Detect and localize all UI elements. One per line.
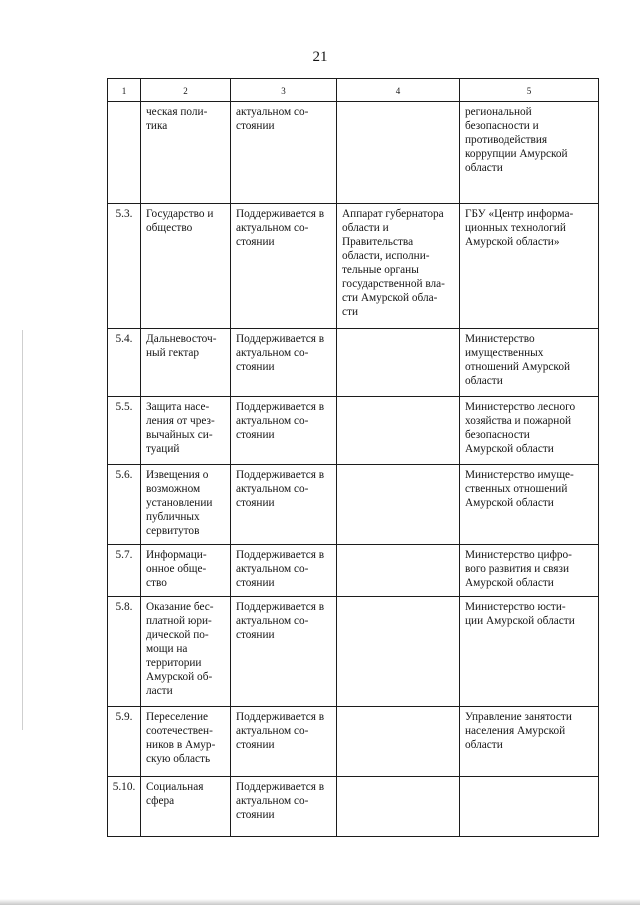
row-number: 5.9.	[108, 707, 141, 777]
row-status: Поддерживается в актуальном со- стоянии	[231, 465, 337, 545]
row-number: 5.10.	[108, 777, 141, 837]
row-responsible-primary	[337, 465, 460, 545]
row-responsible-operator: Министерство имуще- ственных отношений Амурской области	[460, 465, 599, 545]
row-responsible-operator: Министерство имущественных отношений Амурской области	[460, 329, 599, 397]
row-responsible-operator	[460, 777, 599, 837]
row-name: Извещения о возможном установлении публичных сервитутов	[141, 465, 231, 545]
row-name: Защита насе- ления от чрез- вычайных си- туаций	[141, 397, 231, 465]
row-responsible-operator: ГБУ «Центр информа- ционных технологий Амурской области»	[460, 204, 599, 329]
row-number: 5.4.	[108, 329, 141, 397]
row-number: 5.5.	[108, 397, 141, 465]
table-header-row	[108, 79, 599, 102]
row-name: ческая поли- тика	[141, 102, 231, 204]
row-responsible-primary	[337, 397, 460, 465]
row-responsible-operator: Министерство юсти- ции Амурской области	[460, 597, 599, 707]
column-header: 3	[231, 79, 337, 102]
row-number: 5.3.	[108, 204, 141, 329]
page-number: 21	[312, 49, 328, 65]
row-responsible-primary: Аппарат губернатора области и Правительства области, исполни- тельные органы государственной вла- сти Амурской обла- сти	[337, 204, 460, 329]
row-number	[108, 102, 141, 204]
row-name: Социальная сфера	[141, 777, 231, 837]
row-status: Поддерживается в актуальном со- стоянии	[231, 707, 337, 777]
row-responsible-operator: региональной безопасности и противодействия коррупции Амурской области	[460, 102, 599, 204]
row-responsible-operator: Министерство цифро- вого развития и связи Амурской области	[460, 545, 599, 597]
table-row	[108, 597, 599, 707]
row-number: 5.6.	[108, 465, 141, 545]
registry-table	[107, 78, 599, 837]
table-row	[108, 707, 599, 777]
row-responsible-primary	[337, 102, 460, 204]
row-number: 5.7.	[108, 545, 141, 597]
row-responsible-primary	[337, 707, 460, 777]
scan-edge-mark	[22, 330, 23, 730]
column-header: 5	[460, 79, 599, 102]
table-row	[108, 545, 599, 597]
row-responsible-operator: Управление занятости населения Амурской области	[460, 707, 599, 777]
row-status: Поддерживается в актуальном со- стоянии	[231, 397, 337, 465]
row-status: Поддерживается в актуальном со- стоянии	[231, 329, 337, 397]
row-status: Поддерживается в актуальном со- стоянии	[231, 545, 337, 597]
row-name: Информаци- онное обще- ство	[141, 545, 231, 597]
row-name: Переселение соотечествен- ников в Амур- скую область	[141, 707, 231, 777]
scan-bottom-shadow	[0, 899, 640, 905]
row-number: 5.8.	[108, 597, 141, 707]
table-row	[108, 204, 599, 329]
row-status: актуальном со- стоянии	[231, 102, 337, 204]
row-name: Оказание бес- платной юри- дической по- мощи на территории Амурской об- ласти	[141, 597, 231, 707]
column-header: 4	[337, 79, 460, 102]
row-name: Государство и общество	[141, 204, 231, 329]
table-row	[108, 777, 599, 837]
table-row	[108, 397, 599, 465]
column-header: 1	[108, 79, 141, 102]
row-status: Поддерживается в актуальном со- стоянии	[231, 597, 337, 707]
table-row	[108, 465, 599, 545]
row-status: Поддерживается в актуальном со- стоянии	[231, 777, 337, 837]
row-status: Поддерживается в актуальном со- стоянии	[231, 204, 337, 329]
row-responsible-primary	[337, 329, 460, 397]
row-responsible-operator: Министерство лесного хозяйства и пожарной безопасности Амурской области	[460, 397, 599, 465]
column-header: 2	[141, 79, 231, 102]
table-row	[108, 102, 599, 204]
row-responsible-primary	[337, 545, 460, 597]
table-row	[108, 329, 599, 397]
row-responsible-primary	[337, 597, 460, 707]
row-responsible-primary	[337, 777, 460, 837]
row-name: Дальневосточ- ный гектар	[141, 329, 231, 397]
